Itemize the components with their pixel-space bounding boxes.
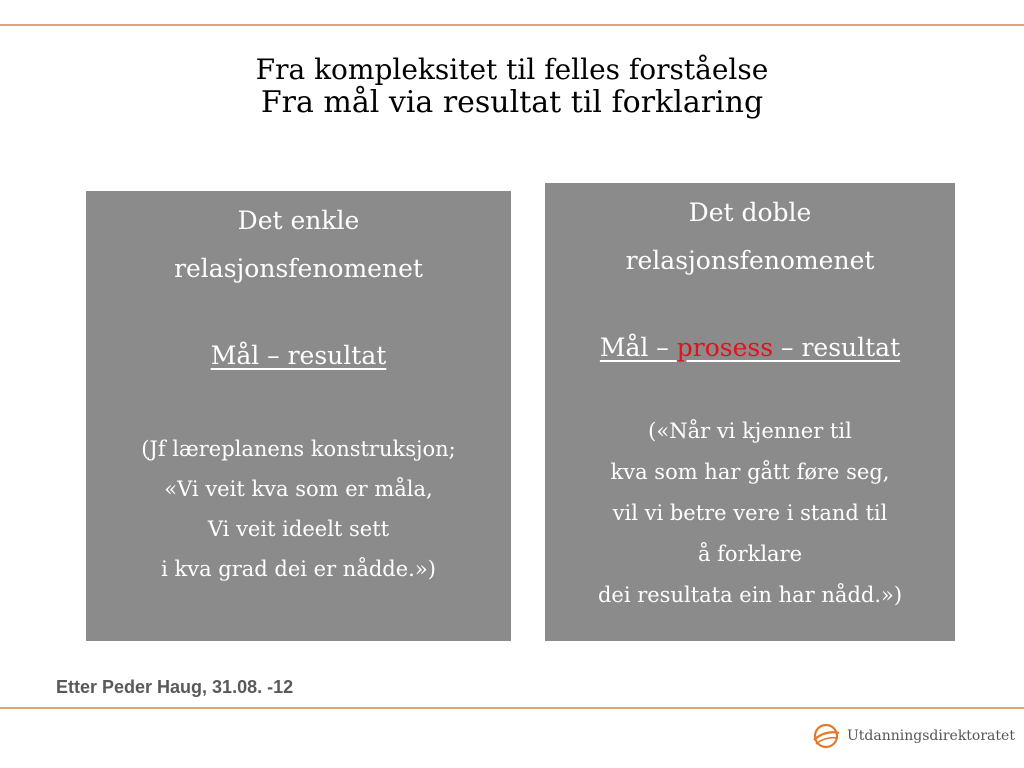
double-heading-line-1: Det doble (688, 198, 812, 227)
double-quote (545, 411, 955, 616)
double-heading-line-2: relasjonsfenomenet (625, 246, 875, 275)
top-divider (0, 24, 1024, 26)
organization-logo (811, 716, 1015, 756)
title-line-1: Fra kompleksitet til felles forståelse (255, 53, 769, 86)
double-quote-line: vil vi betre vere i stand til (612, 501, 888, 525)
bottom-divider (0, 707, 1024, 709)
logo-text: Utdanningsdirektoratet (847, 728, 1015, 744)
simple-formula: Mål – resultat (210, 341, 387, 370)
double-formula-start: Mål – (599, 333, 677, 362)
slide-title (0, 54, 1024, 121)
double-quote-line: («Når vi kjenner til (648, 419, 852, 443)
double-quote-line: dei resultata ein har nådd.») (597, 583, 903, 607)
simple-relation-box (86, 191, 511, 641)
simple-quote-line: (Jf læreplanens konstruksjon; (141, 437, 456, 461)
simple-quote-line: «Vi veit kva som er måla, (164, 477, 433, 501)
simple-quote-line: i kva grad dei er nådde.») (161, 557, 436, 581)
utdanningsdirektoratet-logo-icon (811, 721, 841, 751)
title-line-2: Fra mål via resultat til forklaring (260, 85, 764, 121)
double-relation-heading (545, 189, 955, 285)
double-quote-line: å forklare (697, 542, 803, 566)
footer-credit: Etter Peder Haug, 31.08. -12 (56, 677, 294, 697)
double-formula-accent: prosess (676, 333, 782, 362)
simple-relation-heading (86, 197, 511, 293)
double-formula-end: – resultat (781, 333, 901, 362)
simple-quote-line: Vi veit ideelt sett (207, 517, 390, 541)
double-formula (545, 331, 955, 365)
simple-heading-line-1: Det enkle (237, 206, 360, 235)
double-relation-box (545, 183, 955, 641)
simple-quote (86, 429, 511, 589)
double-quote-line: kva som har gått føre seg, (610, 460, 890, 484)
simple-heading-line-2: relasjonsfenomenet (174, 254, 423, 283)
